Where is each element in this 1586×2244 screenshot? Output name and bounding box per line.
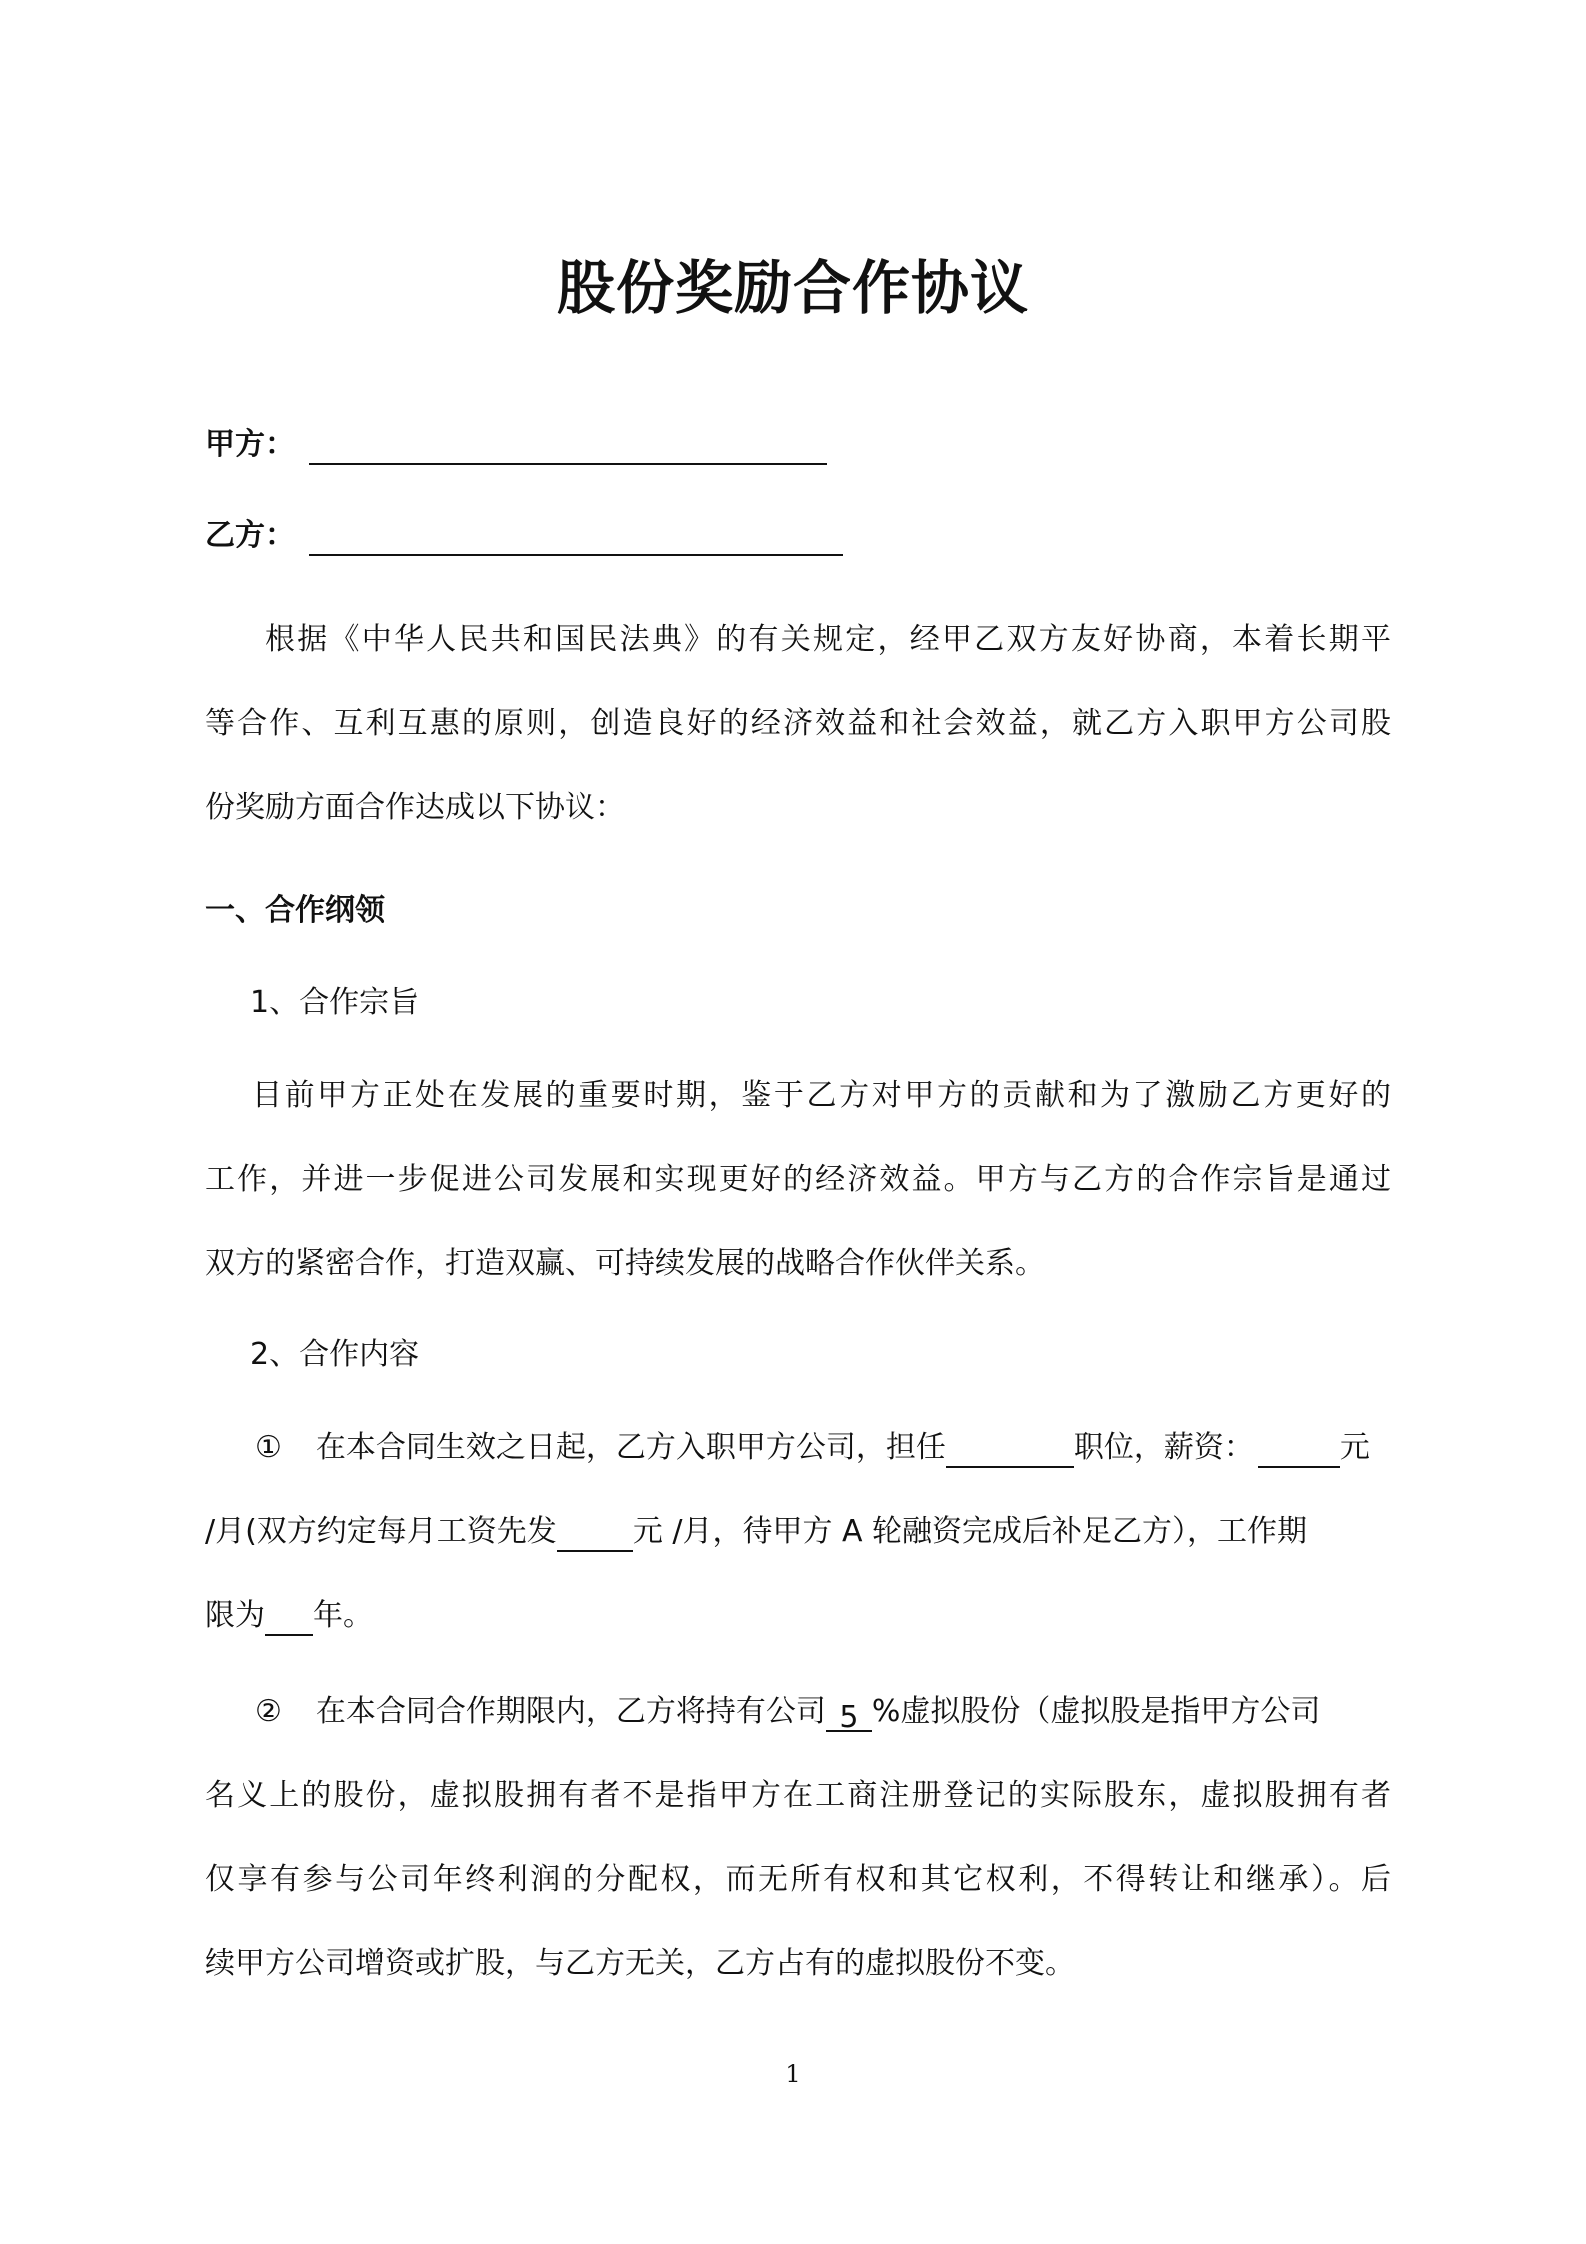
- item-1-marker: ①: [255, 1430, 282, 1465]
- item-1-text-c: 元: [1339, 1430, 1370, 1465]
- item-2-marker: ②: [255, 1694, 282, 1729]
- item-2-line-3: 仅享有参与公司年终利润的分配权，而无所有权和其它权利，不得转让和继承）。后: [205, 1862, 1391, 1897]
- item-2-line-1: [255, 1692, 1391, 1735]
- share-percentage-value: 5: [826, 1698, 872, 1732]
- party-a-blank: [309, 429, 827, 465]
- party-a-label: 甲方：: [205, 427, 295, 462]
- item-1-line-1: [255, 1428, 1391, 1468]
- intro-line-3: 份奖励方面合作达成以下协议：: [205, 790, 625, 825]
- item-2-line-2: 名义上的股份，虚拟股拥有者不是指甲方在工商注册登记的实际股东，虚拟股拥有者: [205, 1778, 1391, 1813]
- subsection-1-heading: 1、合作宗旨: [250, 985, 420, 1020]
- item-1-text-e: 元 /月，待甲方 A 轮融资完成后补足乙方），工作期: [632, 1514, 1308, 1549]
- item-1-text-b: 职位，薪资：: [1073, 1430, 1254, 1465]
- party-a-field: [205, 425, 827, 465]
- item-1-text-a: 在本合同生效之日起，乙方入职甲方公司，担任: [315, 1430, 946, 1465]
- purpose-line-3: 双方的紧密合作，打造双赢、可持续发展的战略合作伙伴关系。: [205, 1246, 1045, 1281]
- subsection-2-heading: 2、合作内容: [250, 1337, 420, 1372]
- position-blank: [946, 1434, 1074, 1468]
- party-b-label: 乙方：: [205, 518, 295, 553]
- purpose-line-1: 目前甲方正处在发展的重要时期，鉴于乙方对甲方的贡献和为了激励乙方更好的: [252, 1078, 1391, 1113]
- item-1-line-3: [205, 1596, 1391, 1636]
- item-1-text-d: /月(双方约定每月工资先发: [205, 1514, 557, 1549]
- party-b-blank: [309, 520, 843, 556]
- term-years-blank: [265, 1602, 313, 1636]
- section-1-heading: 一、合作纲领: [205, 893, 385, 928]
- intro-line-2: 等合作、互利互惠的原则，创造良好的经济效益和社会效益，就乙方入职甲方公司股: [205, 706, 1391, 741]
- item-1-line-2: [205, 1512, 1391, 1552]
- advance-salary-blank: [557, 1518, 633, 1552]
- purpose-line-2: 工作，并进一步促进公司发展和实现更好的经济效益。甲方与乙方的合作宗旨是通过: [205, 1162, 1391, 1197]
- page-number: 1: [785, 2060, 801, 2088]
- salary-blank: [1258, 1434, 1340, 1468]
- item-2-text-a: 在本合同合作期限内，乙方将持有公司: [315, 1694, 826, 1729]
- item-1-text-f: 限为: [205, 1598, 265, 1633]
- item-2-text-b: %虚拟股份（虚拟股是指甲方公司: [871, 1694, 1321, 1729]
- intro-line-1: 根据《中华人民共和国民法典》的有关规定，经甲乙双方友好协商，本着长期平: [265, 622, 1391, 657]
- item-1-text-g: 年。: [313, 1598, 373, 1633]
- document-title: 股份奖励合作协议: [556, 254, 1029, 322]
- item-2-line-4: 续甲方公司增资或扩股，与乙方无关，乙方占有的虚拟股份不变。: [205, 1946, 1075, 1981]
- party-b-field: [205, 516, 843, 556]
